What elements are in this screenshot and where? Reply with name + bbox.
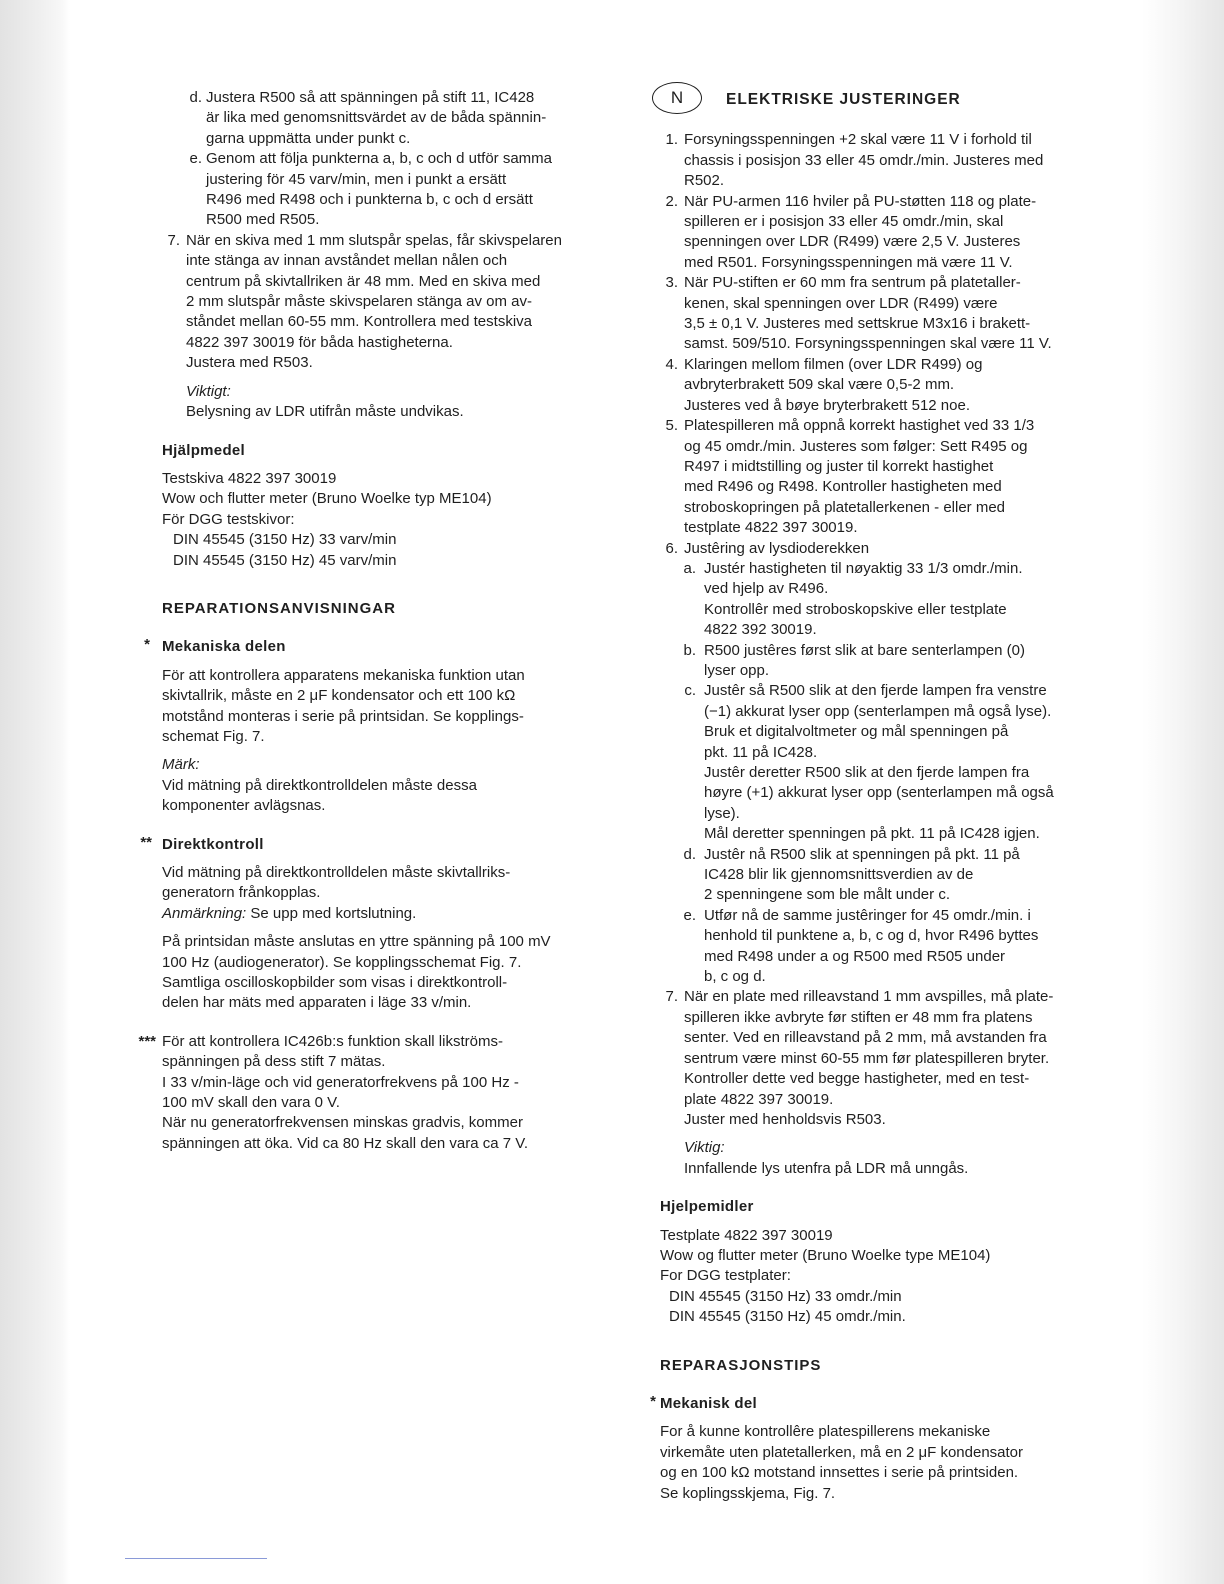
text-line: 2 mm slutspår måste skivspelaren stänga av om av- [186, 293, 532, 311]
text-line: virkemåte uten platetallerken, må en 2 μF kondensator [660, 1443, 1024, 1461]
text-line: R500 justêres først slik at bare senterlampen (0) [704, 641, 1025, 659]
text-line: sentrum være minst 60-55 mm før platespilleren bryter. [684, 1049, 1050, 1067]
text-line: skivtallrik, måste en 2 μF kondensator och ett 100 kΩ [162, 687, 516, 705]
item-7-no [660, 987, 1130, 1130]
text-line: 2 spenningene som ble målt under c. [704, 886, 950, 904]
numbered-item [665, 416, 1130, 538]
left-column-swedish [138, 88, 632, 1154]
language-badge: N [652, 82, 702, 114]
text-line: Kontroller dette ved begge hastigheter, med en test- [684, 1070, 1030, 1088]
text-line: DIN 45545 (3150 Hz) 45 varv/min [173, 551, 397, 569]
text-line: delen har mäts med apparaten i läge 33 v/min. [162, 994, 472, 1012]
text-line: IC428 blir lik gjennomsnittsverdien av de [704, 866, 974, 884]
mech-text-no [660, 1422, 1130, 1504]
text-line: avbryterbrakett 509 skal være 0,5-2 mm. [684, 376, 955, 394]
item-6-marker: 6. [665, 539, 678, 557]
step-d-marker: d. [189, 89, 202, 106]
text-line: När en plate med rilleavstand 1 mm avspilles, må plate- [684, 988, 1054, 1006]
right-column-norwegian [650, 88, 1130, 1504]
item-6-b [660, 641, 1130, 682]
text-line: Samtliga oscilloskopbilder som visas i direktkontroll- [162, 974, 508, 992]
text-line: Wow och flutter meter (Bruno Woelke typ ME104) [162, 490, 492, 508]
text-line: Justêr nå R500 slik at spenningen på pkt. 11 på [704, 845, 1020, 863]
text-line: chassis i posisjon 33 eller 45 omdr./min. Justeres med [684, 151, 1044, 169]
direct-section [140, 833, 632, 855]
text-line: Justêr deretter R500 slik at den fjerde lampen fra [704, 764, 1030, 781]
text-line: generatorn frånkopplas. [162, 884, 321, 902]
direct-note-text: Se upp med kortslutning. [246, 904, 417, 922]
item-6-b-marker: b. [683, 641, 696, 659]
item-6-d-text [704, 845, 1130, 906]
text-line: 4822 392 30019. [704, 621, 817, 639]
text-line: For DGG testplater: [660, 1267, 791, 1285]
direct-note [162, 904, 632, 924]
text-line: (−1) akkurat lyser opp (senterlampen må også lyse). [704, 702, 1052, 720]
text-line: spilleren ikke avbryte før stiften er 48 mm fra platens [684, 1008, 1033, 1026]
text-line: lyser opp. [704, 661, 770, 679]
important-text: Belysning av LDR utifrån måste undvikas. [186, 403, 464, 421]
item-number: 3. [665, 274, 678, 292]
text-line: DIN 45545 (3150 Hz) 45 omdr./min. [669, 1308, 906, 1326]
mech-heading-no: Mekanisk del [660, 1394, 757, 1412]
item-6-c [660, 681, 1130, 844]
text-line: 4822 397 30019 för båda hastigheterna. [186, 333, 453, 351]
tools-din-list-no [660, 1287, 1130, 1328]
text-line: För att kontrollera IC426b:s funktion skall likströms- [162, 1032, 503, 1050]
viktig-text: Innfallende lys utenfra på LDR må unngås. [684, 1159, 969, 1177]
text-line: R502. [684, 172, 725, 190]
text-line: 100 mV skall den vara 0 V. [162, 1094, 340, 1112]
text-line: Mål deretter spenningen på pkt. 11 på IC428 igjen. [704, 825, 1040, 843]
item-6-a-marker: a. [683, 559, 696, 577]
text-line: På printsidan måste anslutas en yttre spänning på 100 mV [162, 933, 551, 951]
text-line: Justera med R503. [186, 354, 313, 372]
text-line: R496 med R498 och i punkterna b, c och d ersätt [206, 191, 533, 209]
text-line: spänningen på dess stift 7 mätas. [162, 1053, 386, 1071]
repair-heading-no: REPARASJONSTIPS [660, 1356, 822, 1374]
text-line: stroboskopringen på platetallerkenen - eller med [684, 498, 1006, 516]
item-6 [660, 539, 1130, 559]
item-7-text [186, 231, 632, 374]
numbered-item [665, 273, 1130, 355]
text-line: Testplate 4822 397 30019 [660, 1226, 833, 1244]
text-line: spänningen att öka. Vid ca 80 Hz skall den vara ca 7 V. [162, 1134, 529, 1152]
text-line: spenningen over LDR (R499) være 2,5 V. Justeres [684, 233, 1021, 251]
text-line: Bruk et digitalvoltmeter og mål spenningen på [704, 723, 1009, 741]
text-line: För DGG testskivor: [162, 510, 295, 528]
mech-asterisk: * [144, 636, 150, 654]
tools-list [162, 469, 632, 530]
note-text [162, 776, 632, 817]
mech-section-no [650, 1392, 1130, 1414]
mech-text [162, 666, 632, 748]
direct-asterisks: ** [140, 833, 152, 851]
text-line: garna uppmätta under punkt c. [206, 129, 411, 147]
text-line: og 45 omdr./min. Justeres som følger: Sett R495 og [684, 437, 1028, 455]
text-line: är lika med genomsnittsvärdet av de båda spännin- [206, 109, 547, 127]
item-6-c-text [704, 681, 1130, 844]
text-line: inte stänga av innan avståndet mellan nålen och [186, 252, 508, 270]
text-line: motstånd monteras i serie på printsidan. Se kopplings- [162, 707, 524, 725]
text-line: plate 4822 397 30019. [684, 1090, 834, 1108]
item-6-e-text [704, 906, 1130, 988]
text-line: med R501. Forsyningsspenningen mä være 11 V. [684, 253, 1013, 271]
scan-edge-right [1142, 0, 1224, 1584]
tools-list-no [660, 1226, 1130, 1287]
item-6-d-marker: d. [683, 845, 696, 863]
text-line: När PU-armen 116 hviler på PU-støtten 118 og plate- [684, 192, 1037, 210]
text-line: DIN 45545 (3150 Hz) 33 varv/min [173, 531, 397, 549]
direct-text [162, 863, 632, 904]
text-line: Wow og flutter meter (Bruno Woelke type ME104) [660, 1246, 991, 1264]
direct-text-2 [162, 932, 632, 1014]
item-7-no-text [684, 987, 1130, 1130]
text-line: När PU-stiften er 60 mm fra sentrum på platetaller- [684, 274, 1021, 292]
text-line: lyse). [704, 804, 740, 822]
text-line: Forsyningsspenningen +2 skal være 11 V i forhold til [684, 131, 1032, 149]
text-line: henhold til punktene a, b, c og d, hvor R496 byttes [704, 927, 1039, 945]
item-6-a [660, 559, 1130, 641]
text-line: För att kontrollera apparatens mekaniska funktion utan [162, 666, 525, 684]
numbered-item [665, 192, 1130, 274]
text-line: När nu generatorfrekvensen minskas gradvis, kommer [162, 1114, 523, 1132]
direct-heading: Direktkontroll [162, 835, 264, 853]
text-line: Justêr så R500 slik at den fjerde lampen fra venstre [704, 682, 1047, 700]
text-line: med R498 under a og R500 med R505 under [704, 947, 1006, 965]
item-6-e [660, 906, 1130, 988]
scan-edge-left [0, 0, 70, 1584]
item-6-e-marker: e. [683, 906, 696, 924]
text-line: 3,5 ± 0,1 V. Justeres med settskrue M3x16 i brakett- [684, 315, 1031, 333]
step-d [189, 88, 632, 149]
ic-section [138, 1032, 632, 1154]
ic-asterisks: *** [138, 1032, 156, 1050]
text-line: ved hjelp av R496. [704, 580, 829, 598]
text-line: ståndet mellan 60-55 mm. Kontrollera med testskiva [186, 313, 532, 331]
item-number: 1. [665, 131, 678, 149]
text-line: Testskiva 4822 397 30019 [162, 469, 337, 487]
mech-heading: Mekaniska delen [162, 638, 286, 656]
item-7-no-marker: 7. [665, 988, 678, 1006]
item-6-d [660, 845, 1130, 906]
item-6-a-text [704, 559, 1130, 641]
numbered-items [660, 130, 1130, 538]
text-line: R500 med R505. [206, 211, 320, 229]
important-label: Viktigt: [186, 382, 231, 400]
scan-artifact-line [125, 1558, 267, 1559]
text-line: spilleren er i posisjon 33 eller 45 omdr./min, skal [684, 213, 1004, 231]
text-line: testplate 4822 397 30019. [684, 519, 858, 537]
ic-text [162, 1032, 632, 1154]
text-line: R497 i midtstilling og juster til korrekt hastighet [684, 457, 994, 475]
text-line: Genom att följa punkterna a, b, c och d utför samma [206, 150, 553, 168]
item-6-b-text [704, 641, 1130, 682]
repair-heading: REPARATIONSANVISNINGAR [162, 599, 396, 617]
numbered-item [665, 130, 1130, 191]
item-6-title: Justêring av lysdioderekken [684, 539, 870, 557]
mech-asterisk-no: * [650, 1392, 656, 1410]
text-line: Kontrollêr med stroboskopskive eller testplate [704, 600, 1007, 618]
text-line: centrum på skivtallriken är 48 mm. Med en skiva med [186, 272, 541, 290]
text-line: Juster med henholdsvis R503. [684, 1110, 886, 1128]
text-line: 100 Hz (audiogenerator). Se kopplingsschemat Fig. 7. [162, 953, 522, 971]
text-line: Justeres ved å bøye bryterbrakett 512 noe. [684, 396, 970, 414]
item-number: 2. [665, 192, 678, 210]
text-line: og en 100 kΩ motstand innsettes i serie på printsiden. [660, 1464, 1019, 1482]
text-line: kenen, skal spenningen over LDR (R499) være [684, 294, 998, 312]
tools-din-list [162, 530, 632, 571]
text-line: For å kunne kontrollêre platespillerens mekaniske [660, 1423, 991, 1441]
item-7-marker: 7. [167, 231, 180, 249]
text-line: samst. 509/510. Forsyningsspenningen skal være 11 V. [684, 335, 1052, 353]
step-e-text [206, 149, 632, 231]
text-line: Vid mätning på direktkontrolldelen måste dessa [162, 776, 477, 794]
tools-heading-no: Hjelpemidler [660, 1198, 754, 1216]
mech-section [144, 636, 632, 657]
text-line: schemat Fig. 7. [162, 727, 265, 745]
page-title: ELEKTRISKE JUSTERINGER [726, 91, 961, 108]
step-e-marker: e. [189, 150, 202, 168]
tools-heading: Hjälpmedel [162, 441, 246, 459]
text-line: justering för 45 varv/min, men i punkt a ersätt [206, 170, 507, 188]
viktig-label: Viktig: [684, 1139, 725, 1157]
item-number: 5. [665, 417, 678, 435]
text-line: komponenter avlägsnas. [162, 797, 326, 815]
text-line: När en skiva med 1 mm slutspår spelas, får skivspelaren [186, 231, 562, 249]
text-line: I 33 v/min-läge och vid generatorfrekvens på 100 Hz - [162, 1073, 519, 1091]
item-6-c-marker: c. [684, 682, 696, 700]
text-line: med R496 og R498. Kontroller hastigheten med [684, 478, 1002, 496]
text-line: Justér hastigheten til nøyaktig 33 1/3 omdr./min. [704, 559, 1023, 577]
direct-note-label: Anmärkning: [162, 904, 247, 922]
item-7 [167, 231, 632, 374]
text-line: Vid mätning på direktkontrolldelen måste skivtallriks- [162, 864, 511, 881]
text-line: Se koplingsskjema, Fig. 7. [660, 1484, 836, 1502]
text-line: Platespilleren må oppnå korrekt hastighet ved 33 1/3 [684, 417, 1035, 435]
text-line: DIN 45545 (3150 Hz) 33 omdr./min [669, 1287, 902, 1305]
text-line: b, c og d. [704, 968, 766, 986]
step-d-text [206, 88, 632, 149]
text-line: pkt. 11 på IC428. [704, 743, 818, 761]
step-e [189, 149, 632, 231]
note-label: Märk: [162, 756, 200, 774]
numbered-item [665, 355, 1130, 416]
item-number: 4. [665, 355, 678, 373]
text-line: Klaringen mellom filmen (over LDR R499) og [684, 355, 983, 373]
text-line: senter. Ved en rilleavstand på 2 mm, må avstanden fra [684, 1029, 1047, 1047]
text-line: Justera R500 så att spänningen på stift 11, IC428 [206, 89, 535, 106]
text-line: Utfør nå de samme justêringer for 45 omdr./min. i [704, 906, 1031, 924]
text-line: høyre (+1) akkurat lyser opp (senterlampen må også [704, 784, 1054, 802]
section-title [660, 90, 1130, 110]
